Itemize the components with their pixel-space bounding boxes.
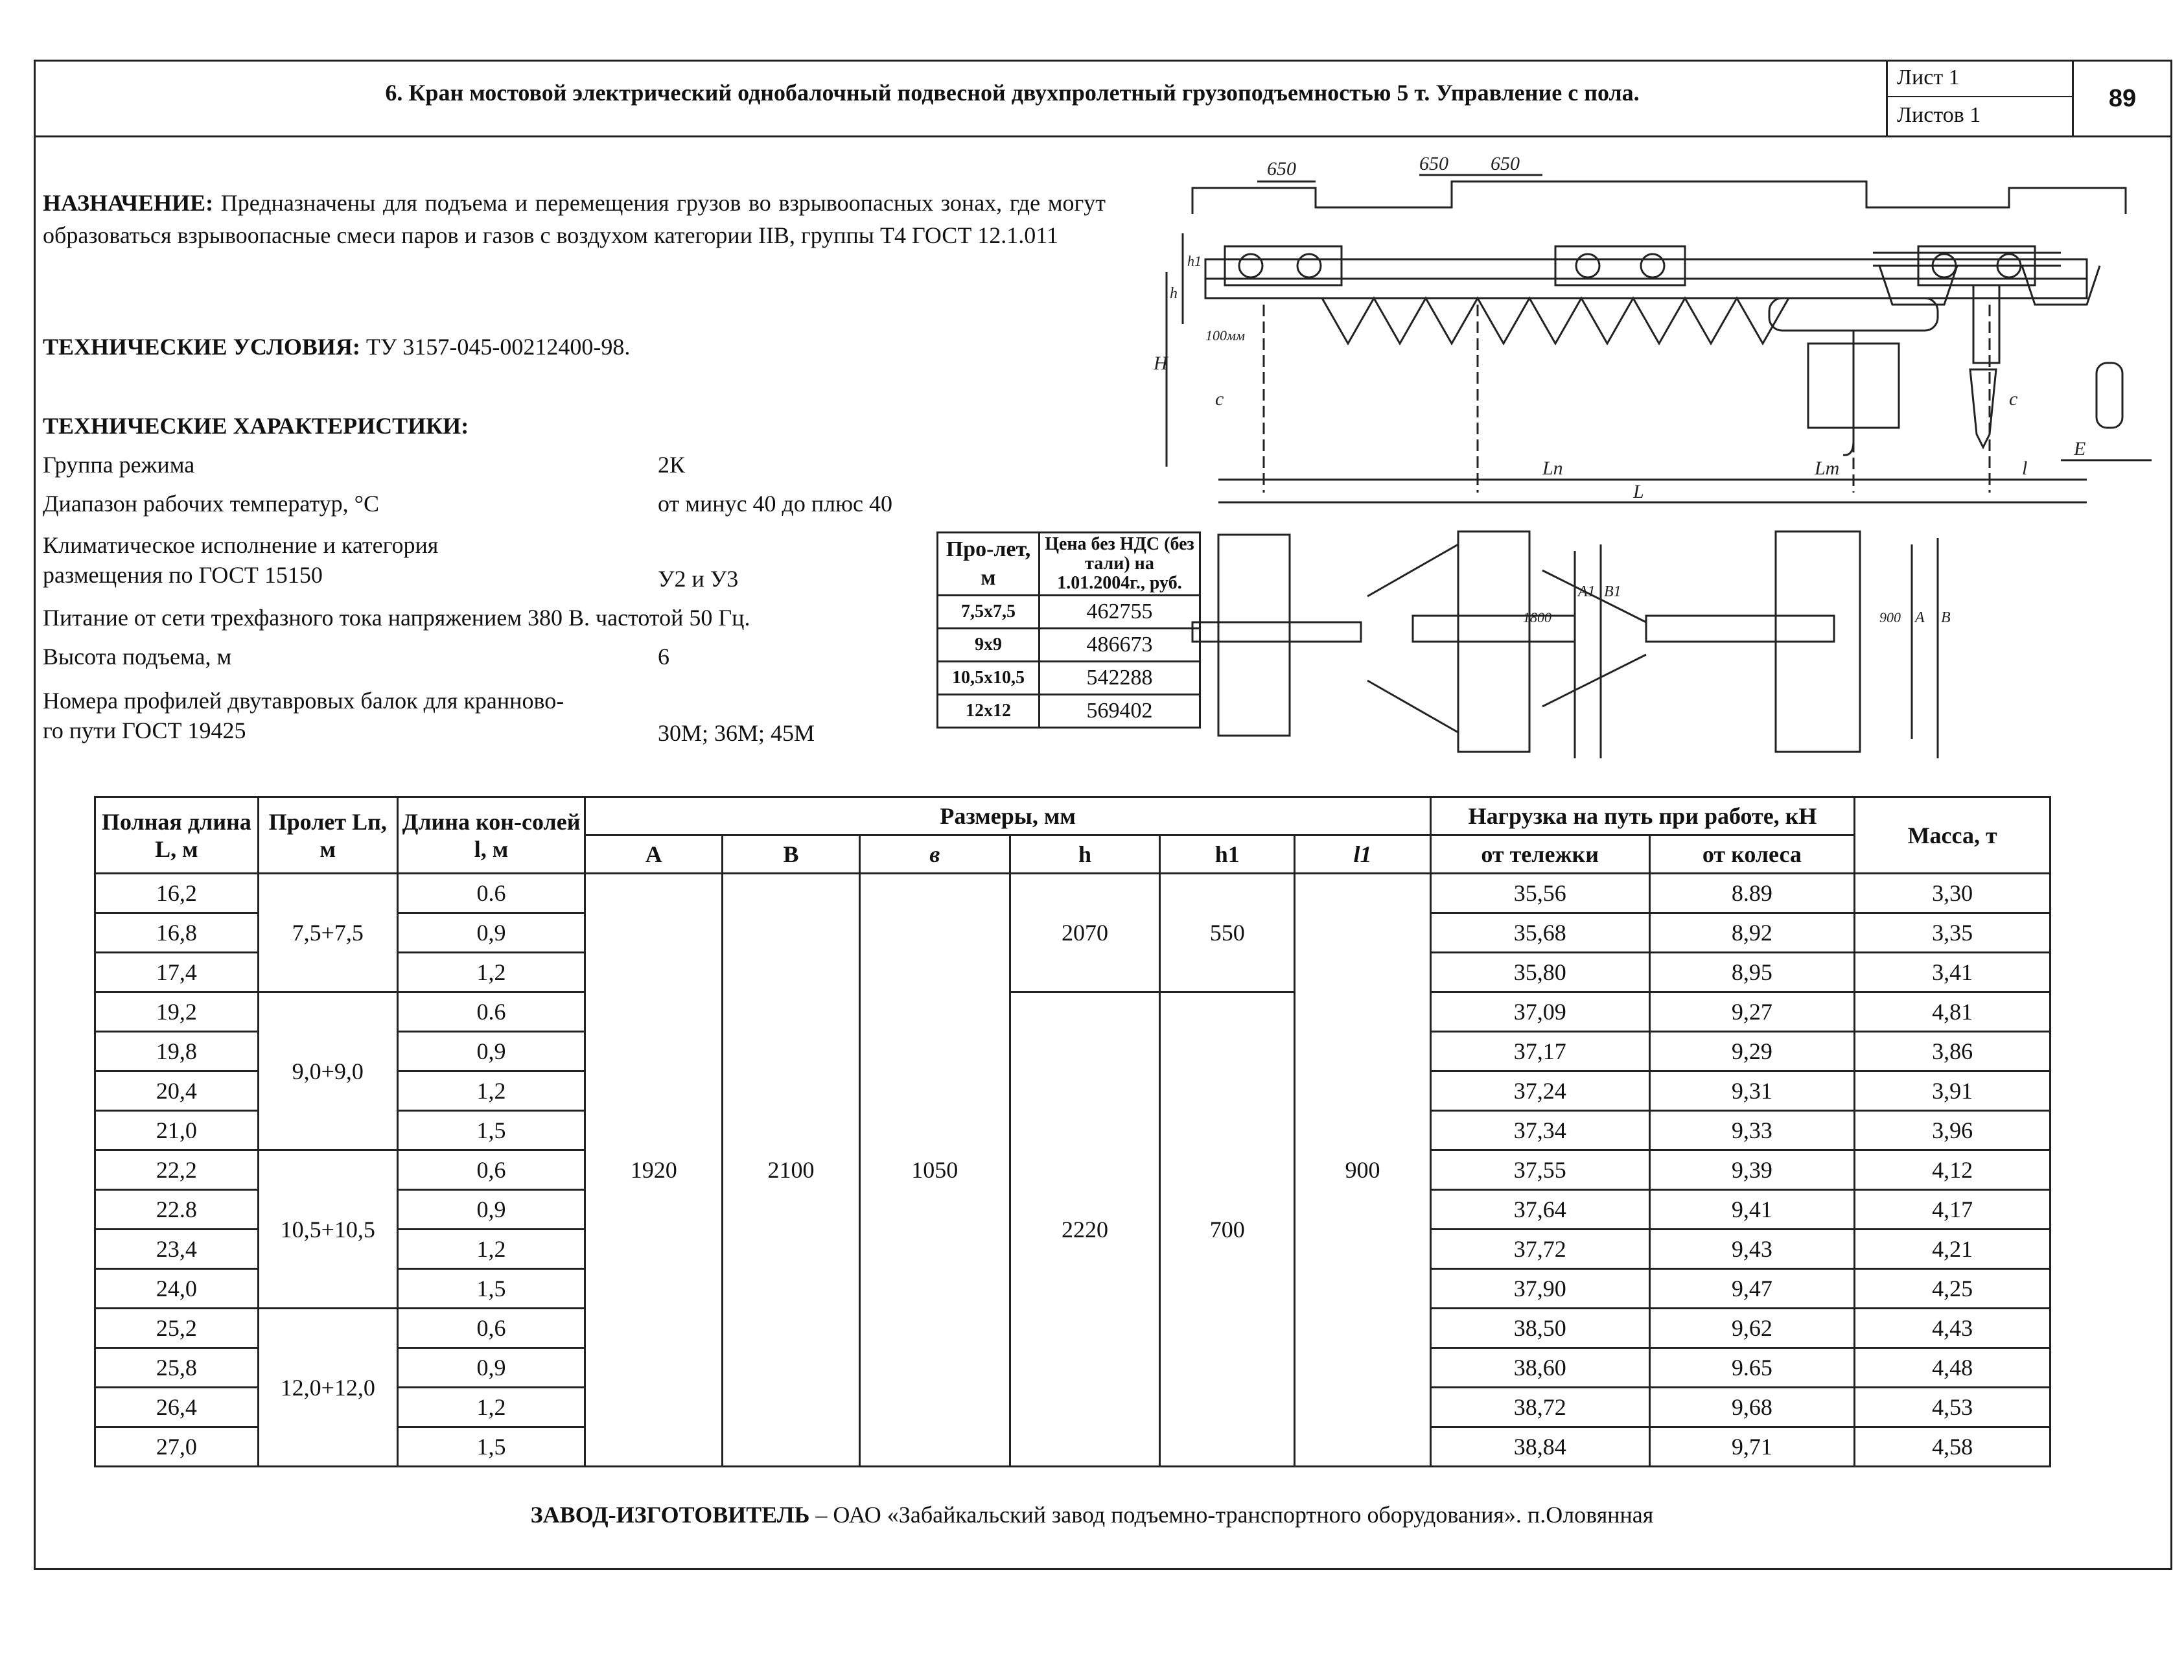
dim-650b: 650 [1419, 156, 1448, 174]
purpose-text: Предназначены для подъема и перемещения грузов во взрывоопасных зонах, где могут образоваться взрывоопасные смеси паров и газов с воздухом категории IIВ, группы Т4 ГОСТ 12.1.011 [43, 190, 1106, 248]
purpose-label: НАЗНАЧЕНИЕ: [43, 190, 214, 216]
document-title: 6. Кран мостовой электрический однобалочный подвесной двухпролетный грузоподъемностью 5 т. Управление с пола. [385, 80, 1640, 106]
cell-length: 19,2 [95, 992, 259, 1032]
dim-650a: 650 [1267, 158, 1296, 180]
dim-h1: h1 [1187, 253, 1202, 269]
cell-wheel: 9,71 [1649, 1427, 1855, 1467]
spec-label: Группа режима [43, 452, 195, 478]
cell-trolley: 38,84 [1430, 1427, 1649, 1467]
cell-mass: 3,86 [1855, 1032, 2050, 1071]
sheet-number: Лист 1 [1888, 60, 2072, 97]
cell-mass: 3,96 [1855, 1111, 2050, 1150]
cell-b: 2100 [723, 874, 860, 1467]
spec-label-cont: размещения по ГОСТ 15150 [43, 562, 323, 588]
cell-trolley: 37,17 [1430, 1032, 1649, 1071]
dim-e: E [2074, 438, 2086, 460]
cell-length: 23,4 [95, 1230, 259, 1269]
cell-wheel: 8,92 [1649, 913, 1855, 953]
cell-l1: 900 [1295, 874, 1431, 1467]
cell-mass: 4,17 [1855, 1190, 2050, 1230]
dim-100mm: 100мм [1205, 327, 1246, 344]
dim-b: B [1941, 609, 1951, 626]
purpose-paragraph [43, 187, 1106, 251]
spec-label: Номера профилей двутавровых балок для кранново- [43, 688, 564, 714]
price-header-price: Цена без НДС (без тали) на 1.01.2004г., руб. [1040, 533, 1200, 596]
cell-trolley: 37,55 [1430, 1150, 1649, 1190]
document-header [34, 60, 2172, 137]
col-full-length: Полная длина L, м [95, 797, 259, 874]
cell-trolley: 38,50 [1430, 1309, 1649, 1348]
spec-value: 6 [658, 644, 669, 670]
specs-heading: ТЕХНИЧЕСКИЕ ХАРАКТЕРИСТИКИ: [43, 413, 469, 439]
cell-trolley: 37,09 [1430, 992, 1649, 1032]
col-b: B [723, 835, 860, 874]
dim-ln: Ln [1542, 458, 1563, 479]
dim-l-console: l [2022, 458, 2028, 479]
cell-trolley: 37,24 [1430, 1071, 1649, 1111]
cell-trolley: 37,64 [1430, 1190, 1649, 1230]
col-a: A [585, 835, 723, 874]
price-value: 462755 [1040, 596, 1200, 629]
page-number: 89 [2108, 85, 2137, 112]
cell-mass: 4,81 [1855, 992, 2050, 1032]
cell-mass: 3,35 [1855, 913, 2050, 953]
crane-drawing [1154, 156, 2165, 778]
sheet-info [1886, 60, 2074, 137]
spec-value: У2 и У3 [658, 566, 739, 592]
dim-a: A [1915, 609, 1925, 626]
cell-wheel: 8,95 [1649, 953, 1855, 992]
cell-console: 0,9 [397, 1348, 585, 1388]
cell-console: 0,9 [397, 913, 585, 953]
hoist-body [1769, 298, 1938, 331]
price-header-span: Про-лет, м [938, 533, 1040, 596]
cell-wheel: 9,62 [1649, 1309, 1855, 1348]
cell-h: 2220 [1010, 992, 1160, 1467]
cell-length: 27,0 [95, 1427, 259, 1467]
cell-trolley: 37,72 [1430, 1230, 1649, 1269]
conditions-paragraph [43, 331, 630, 363]
cell-span: 7,5+7,5 [258, 874, 397, 992]
manufacturer-line [0, 1501, 2184, 1528]
col-dims: Размеры, мм [585, 797, 1431, 835]
spec-label-cont: го пути ГОСТ 19425 [43, 718, 246, 743]
cell-console: 1,5 [397, 1427, 585, 1467]
price-value: 569402 [1040, 695, 1200, 728]
col-b-small: в [859, 835, 1010, 874]
cell-mass: 4,12 [1855, 1150, 2050, 1190]
cell-length: 26,4 [95, 1388, 259, 1427]
cell-console: 1,2 [397, 1230, 585, 1269]
cell-b-small: 1050 [859, 874, 1010, 1467]
cell-span: 12,0+12,0 [258, 1309, 397, 1467]
cell-mass: 4,43 [1855, 1309, 2050, 1348]
cell-h1: 700 [1160, 992, 1295, 1467]
cell-mass: 4,25 [1855, 1269, 2050, 1309]
dim-h-height: H [1154, 353, 1168, 374]
conditions-text: ТУ 3157-045-00212400-98. [366, 334, 631, 360]
col-h: h [1010, 835, 1160, 874]
cell-console: 1,5 [397, 1269, 585, 1309]
cell-wheel: 8.89 [1649, 874, 1855, 913]
cell-console: 0,9 [397, 1190, 585, 1230]
cell-length: 16,2 [95, 874, 259, 913]
spec-label: Климатическое исполнение и категория [43, 532, 439, 558]
dim-650c: 650 [1491, 156, 1520, 174]
cell-trolley: 35,80 [1430, 953, 1649, 992]
cell-length: 21,0 [95, 1111, 259, 1150]
cell-trolley: 38,60 [1430, 1348, 1649, 1388]
spec-value: от минус 40 до плюс 40 [658, 491, 892, 517]
cell-length: 25,2 [95, 1309, 259, 1348]
dim-l-total: L [1633, 481, 1644, 502]
dim-1800: 1800 [1523, 609, 1551, 625]
table-row [95, 992, 2050, 1032]
cell-length: 24,0 [95, 1269, 259, 1309]
price-span: 10,5х10,5 [938, 662, 1040, 695]
cell-length: 22,2 [95, 1150, 259, 1190]
dim-a1: A1 [1578, 583, 1596, 600]
price-span: 9х9 [938, 629, 1040, 662]
dim-b1: B1 [1604, 583, 1621, 600]
price-value: 542288 [1040, 662, 1200, 695]
col-load: Нагрузка на путь при работе, кН [1430, 797, 1854, 835]
cell-wheel: 9,41 [1649, 1190, 1855, 1230]
dim-c-right: c [2009, 388, 2018, 410]
cell-mass: 4,53 [1855, 1388, 2050, 1427]
dim-c-left: c [1215, 388, 1224, 410]
cell-wheel: 9,68 [1649, 1388, 1855, 1427]
cell-a: 1920 [585, 874, 723, 1467]
col-span: Пролет Lп, м [258, 797, 397, 874]
cell-console: 0,9 [397, 1032, 585, 1071]
side-view-pendant [2097, 363, 2122, 428]
table-row [95, 874, 2050, 913]
ceiling-outline [1192, 181, 2126, 214]
crane-data-table [94, 796, 2051, 1467]
cell-mass: 3,30 [1855, 874, 2050, 913]
cell-h1: 550 [1160, 874, 1295, 992]
cell-console: 0.6 [397, 874, 585, 913]
cell-mass: 3,91 [1855, 1071, 2050, 1111]
side-view-hoist [1973, 285, 1999, 363]
cell-mass: 4,58 [1855, 1427, 2050, 1467]
truss [1322, 298, 1789, 344]
side-view-hook-block [1970, 369, 1996, 447]
cell-length: 25,8 [95, 1348, 259, 1388]
col-mass: Масса, т [1855, 797, 2050, 874]
cell-wheel: 9,43 [1649, 1230, 1855, 1269]
plan-end-left [1218, 535, 1290, 736]
dim-lm: Lm [1815, 458, 1840, 479]
cell-length: 22.8 [95, 1190, 259, 1230]
spec-value: 2К [658, 452, 686, 478]
cell-wheel: 9,31 [1649, 1071, 1855, 1111]
manufacturer-text: – ОАО «Забайкальский завод подъемно-транспортного оборудования». п.Оловянная [809, 1502, 1654, 1528]
cell-console: 1,2 [397, 1071, 585, 1111]
manufacturer-label: ЗАВОД-ИЗГОТОВИТЕЛЬ [530, 1502, 810, 1528]
cell-wheel: 9.65 [1649, 1348, 1855, 1388]
spec-label: Диапазон рабочих температур, °С [43, 491, 380, 517]
cell-length: 19,8 [95, 1032, 259, 1071]
cell-span: 9,0+9,0 [258, 992, 397, 1150]
cell-length: 20,4 [95, 1071, 259, 1111]
price-value: 486673 [1040, 629, 1200, 662]
spec-value: 30М; 36М; 45М [658, 720, 815, 746]
cell-console: 0.6 [397, 992, 585, 1032]
cell-trolley: 37,90 [1430, 1269, 1649, 1309]
cell-mass: 4,48 [1855, 1348, 2050, 1388]
sheet-count: Листов 1 [1897, 103, 1981, 127]
col-l1: l1 [1295, 835, 1431, 874]
spec-label: Высота подъема, м [43, 644, 232, 670]
price-span: 7,5х7,5 [938, 596, 1040, 629]
cell-wheel: 9,27 [1649, 992, 1855, 1032]
cell-span: 10,5+10,5 [258, 1150, 397, 1309]
dim-900: 900 [1879, 609, 1901, 625]
cell-wheel: 9,47 [1649, 1269, 1855, 1309]
cell-console: 1,5 [397, 1111, 585, 1150]
cell-trolley: 38,72 [1430, 1388, 1649, 1427]
price-span: 12х12 [938, 695, 1040, 728]
col-console: Длина кон-солей l, м [397, 797, 585, 874]
cell-wheel: 9,39 [1649, 1150, 1855, 1190]
cell-h: 2070 [1010, 874, 1160, 992]
cell-wheel: 9,33 [1649, 1111, 1855, 1150]
cell-length: 17,4 [95, 953, 259, 992]
cell-mass: 3,41 [1855, 953, 2050, 992]
cell-trolley: 35,56 [1430, 874, 1649, 913]
dim-h: h [1170, 285, 1178, 302]
cell-mass: 4,21 [1855, 1230, 2050, 1269]
hook [1843, 441, 1853, 455]
col-wheel: от колеса [1649, 835, 1855, 874]
spec-label: Питание от сети трехфазного тока напряжением 380 В. частотой 50 Гц. [43, 605, 750, 631]
cell-console: 1,2 [397, 953, 585, 992]
cell-length: 16,8 [95, 913, 259, 953]
col-trolley: от тележки [1430, 835, 1649, 874]
col-h1: h1 [1160, 835, 1295, 874]
cell-console: 1,2 [397, 1388, 585, 1427]
cell-console: 0,6 [397, 1309, 585, 1348]
cell-trolley: 37,34 [1430, 1111, 1649, 1150]
cell-wheel: 9,29 [1649, 1032, 1855, 1071]
cell-console: 0,6 [397, 1150, 585, 1190]
conditions-label: ТЕХНИЧЕСКИЕ УСЛОВИЯ: [43, 334, 360, 360]
cell-trolley: 35,68 [1430, 913, 1649, 953]
